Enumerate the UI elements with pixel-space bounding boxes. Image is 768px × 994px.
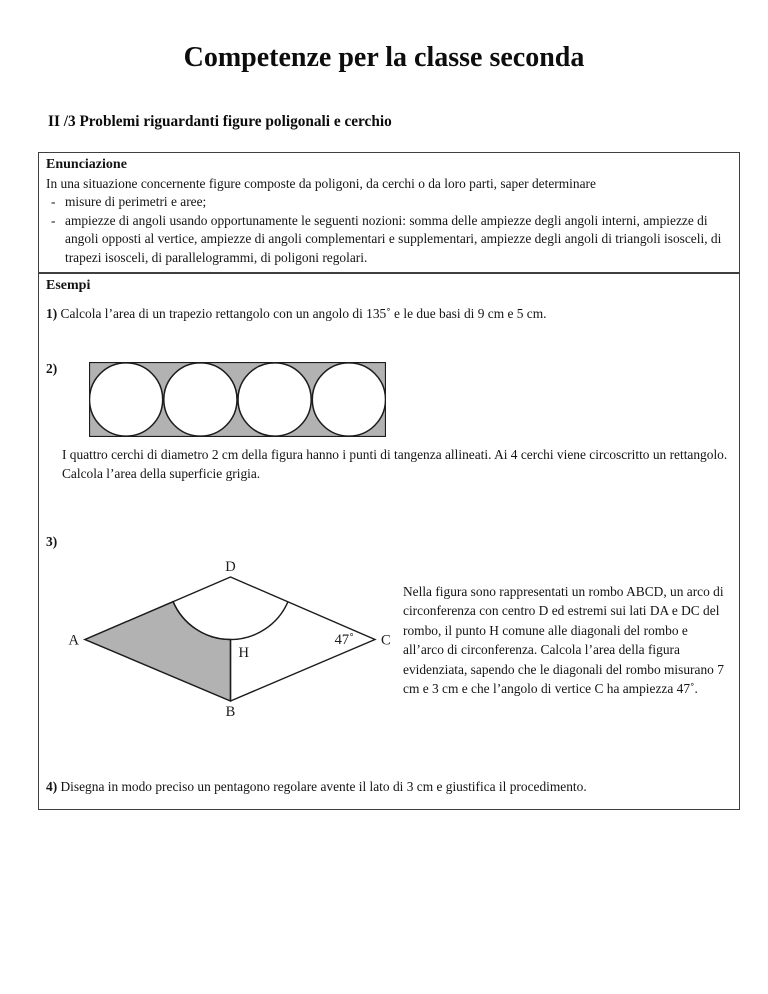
tangent-circle-1 [90,363,163,436]
rhombus-figure [58,548,403,730]
page-title: Competenze per la classe seconda [183,42,585,73]
vertex-label-d: D [225,559,236,575]
problem-4 [46,778,731,797]
tangent-circle-3 [238,363,311,436]
enunciazione-intro: In una situazione concernente figure composte da poligoni, da cerchi o da loro parti, saper determinare [46,175,596,191]
enunciazione-heading: Enunciazione [46,157,127,172]
circles-in-rectangle-figure [89,362,386,437]
vertex-label-c: C [381,632,391,649]
point-label-h: H [238,645,249,661]
tangent-circle-4 [312,363,385,436]
problem-1-number: 1) [46,306,58,321]
problem-1-text: Calcola l’area di un trapezio rettangolo con un angolo di 135˚ e le due basi di 9 cm e 5 cm. [60,306,547,321]
esempi-heading: Esempi [46,278,91,293]
problem-1 [46,305,731,324]
bullet-item [46,212,732,268]
problem-4-number: 4) [46,779,58,794]
tangent-circle-2 [164,363,237,436]
vertex-label-a: A [68,632,79,649]
problem-3-number: 3) [46,534,58,549]
problem-4-text: Disegna in modo preciso un pentagono regolare avente il lato di 3 cm e giustifica il procedimento. [60,779,587,794]
esempi-box [38,272,740,810]
problem-3-text: Nella figura sono rappresentati un rombo ABCD, un arco di circonferenza con centro D ed estremi sui lati DA e DC del rombo, il punto H comune alle diagonali del rombo e all’arco di circonferenza. Calcola l’area della figura evidenziata, sapendo che le diagonali del rombo misurano 7 cm e 3 cm e che l’angolo di vertice C ha ampiezza 47˚. [403,584,724,697]
problem-2-number: 2) [46,361,58,376]
angle-label-47: 47˚ [334,632,354,648]
vertex-label-b: B [225,704,236,720]
bullet-text: ampiezze di angoli usando opportunamente le seguenti nozioni: somma delle ampiezze degli angoli interni, ampiezze di angoli opposti al vertice, ampiezze di angoli complementari e supplementari, ampiezze degli angoli di triangoli isosceli, di trapezi isosceli, di parallelogrammi, di poligoni regolari. [65,212,722,265]
bullet-marker: - [51,212,56,228]
enunciazione-box [38,152,740,273]
problem-2-caption: I quattro cerchi di diametro 2 cm della figura hanno i punti di tangenza allineati. Ai 4 cerchi viene circoscritto un rettangolo. Calcola l’area della superficie grigia. [62,447,728,481]
bullet-text: misure di perimetri e aree; [65,194,207,210]
bullet-item [46,193,732,212]
section-heading: II /3 Problemi riguardanti figure poligonali e cerchio [48,113,392,130]
bullet-marker: - [51,194,56,210]
